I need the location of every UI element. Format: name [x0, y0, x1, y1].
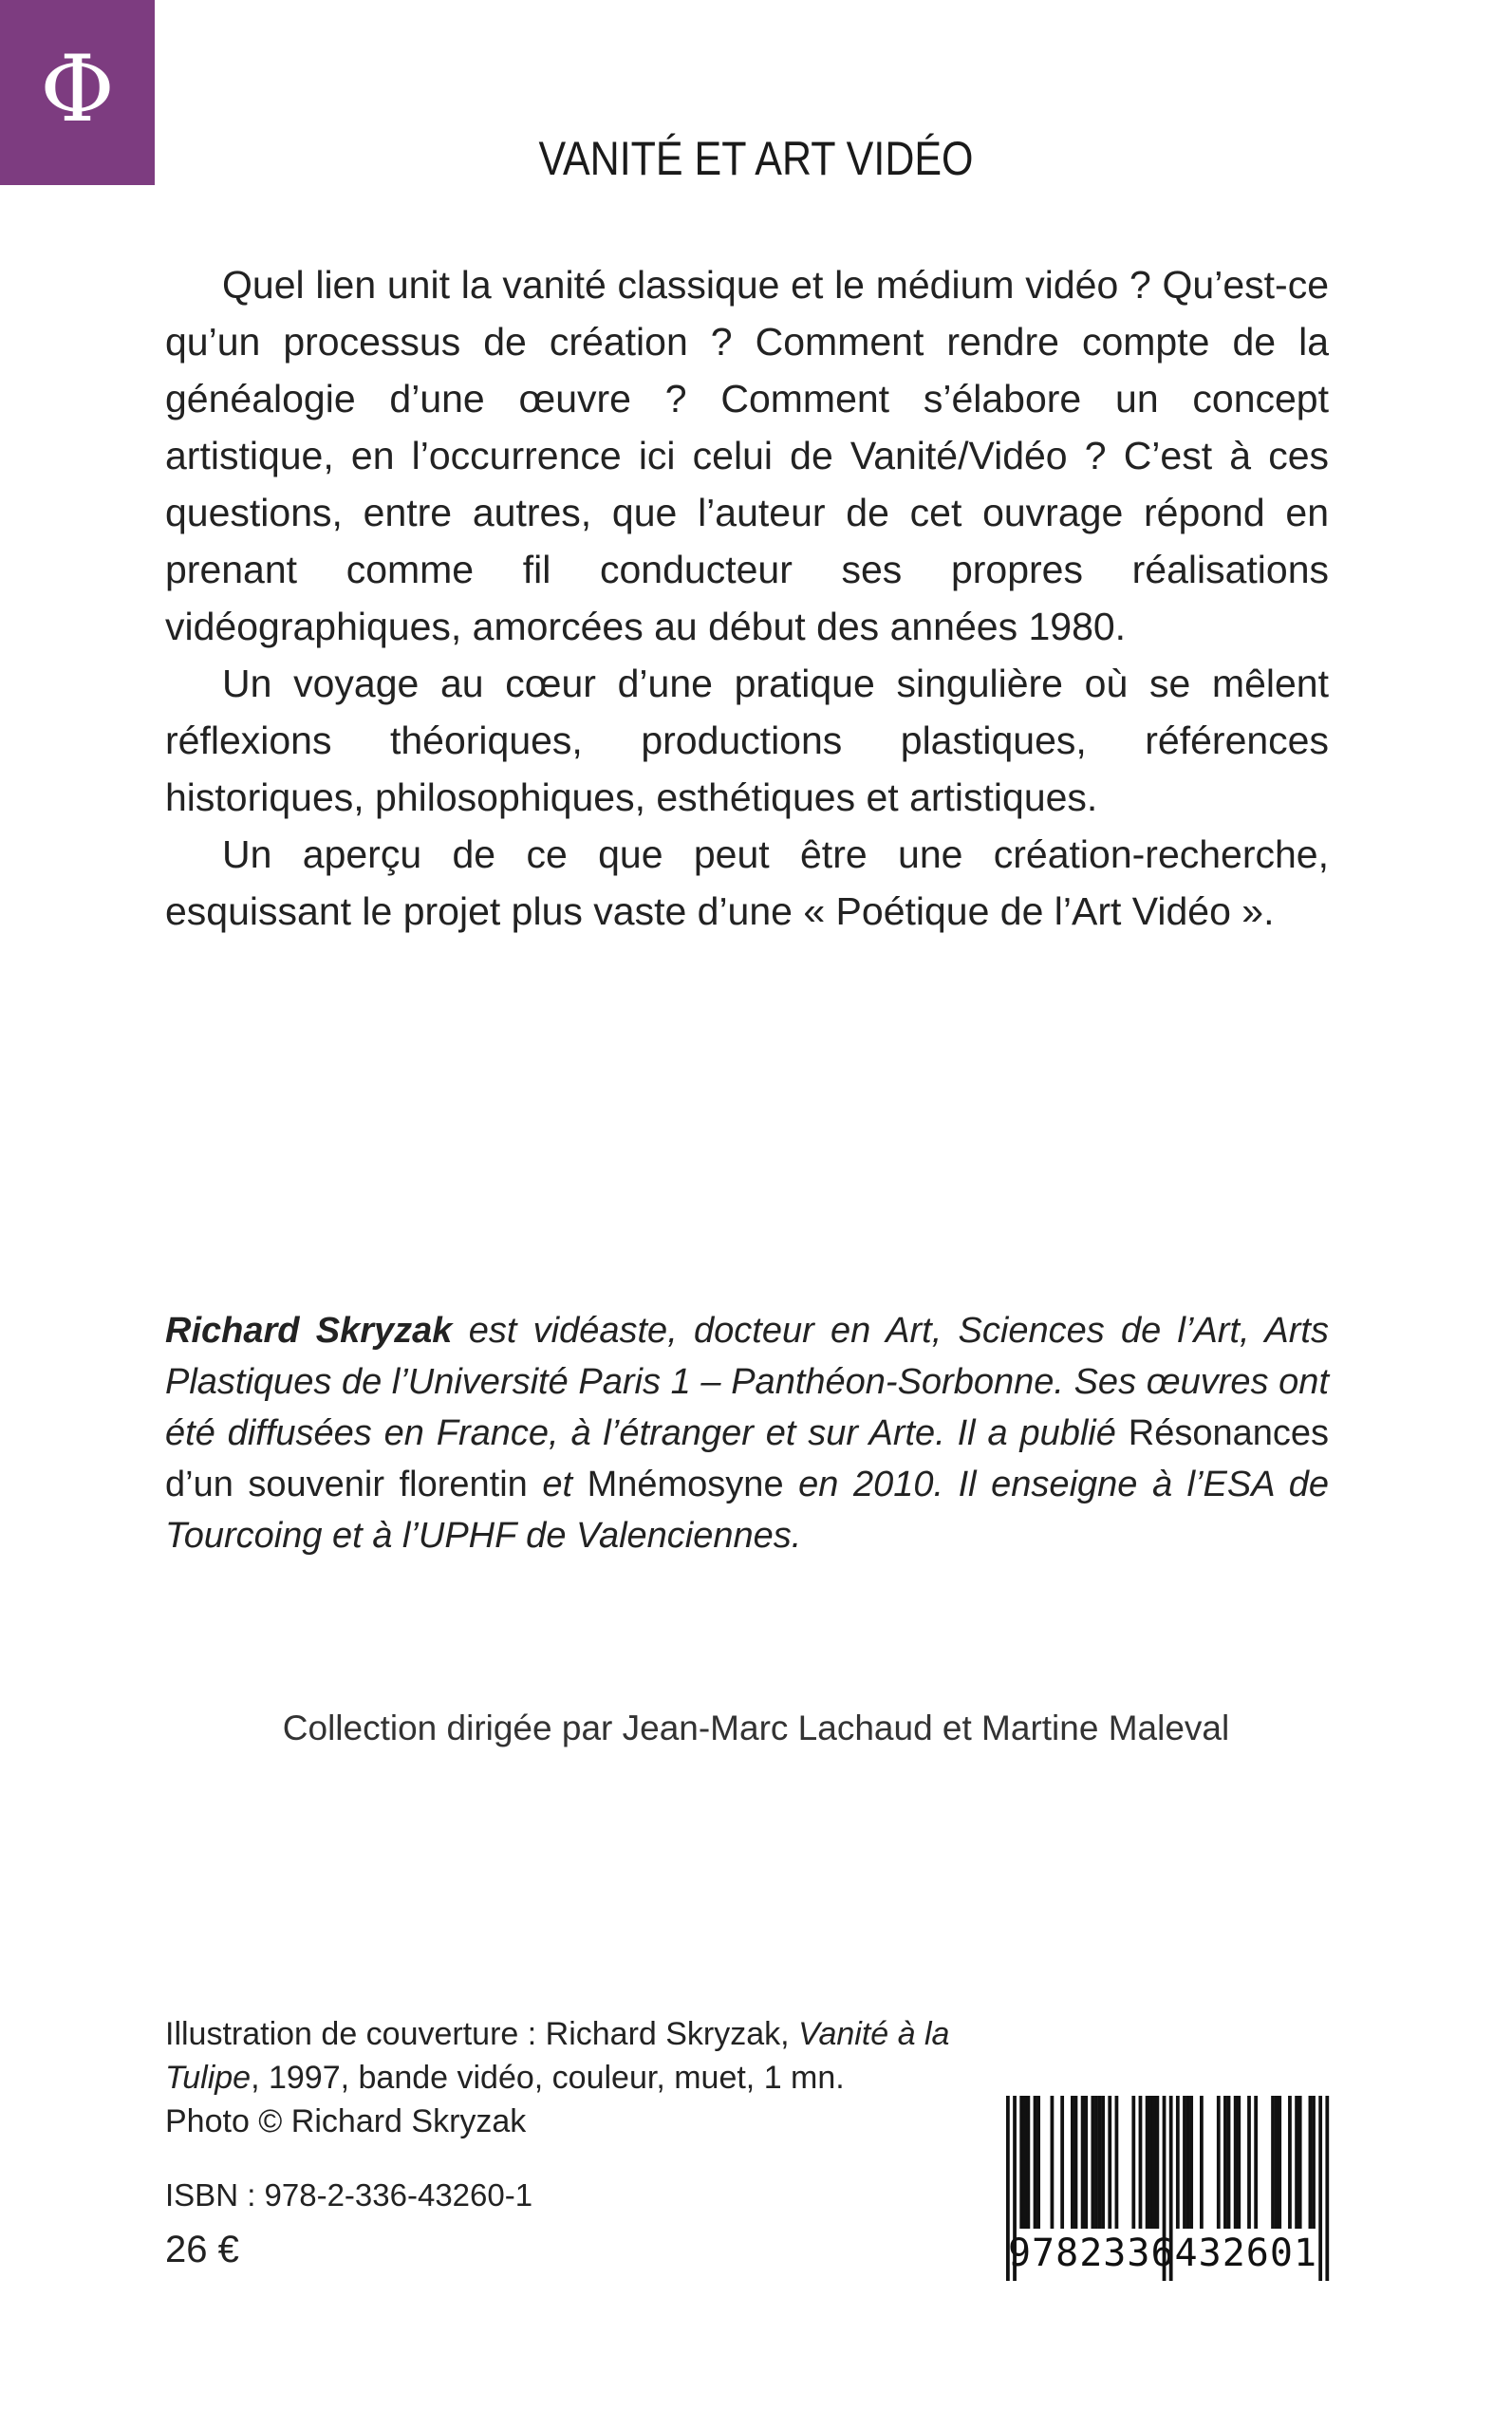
barcode-bar [1234, 2096, 1238, 2229]
barcode-bar [1176, 2096, 1180, 2229]
barcode-bar [1223, 2096, 1227, 2229]
bio-text: en 2010. Il enseigne à l’ESA de Tourcoing et à l’UPHF de Valenciennes. [165, 1465, 1329, 1556]
barcode-bar [1189, 2096, 1193, 2229]
summary [165, 256, 1329, 940]
barcode-bar [1060, 2096, 1064, 2229]
barcode-bar [1309, 2096, 1313, 2229]
author-name: Richard Skryzak [165, 1311, 453, 1351]
barcode-bar [1146, 2096, 1149, 2229]
barcode-bar [1148, 2096, 1152, 2229]
collection-credit: Collection dirigée par Jean-Marc Lachaud et Martine Maleval [282, 1709, 1230, 1747]
phi-icon: Φ [40, 35, 115, 142]
bio-text: est vidéaste, docteur en Art, Sciences de l’Art, Arts Plastiques de l’Université Paris 1 – Panthéon-Sorbonne. Ses œuvres ont été diffusées en France, à l’étranger et sur Arte. Il a publié [165, 1311, 1329, 1453]
barcode-bar [1247, 2096, 1251, 2229]
bio-work-title: Résonances d’un souvenir florentin [165, 1413, 1329, 1504]
barcode-bar [1023, 2096, 1027, 2229]
barcode-bar [1288, 2096, 1292, 2229]
price: 26 € [165, 2229, 239, 2270]
book-title: VANITÉ ET ART VIDÉO [538, 132, 974, 185]
barcode-bar [1227, 2096, 1231, 2229]
barcode-bar [1051, 2096, 1055, 2229]
barcode-bar [1200, 2096, 1204, 2229]
barcode-bar [1139, 2096, 1143, 2229]
barcode-bar [1084, 2096, 1088, 2229]
barcode-bar [1278, 2096, 1281, 2229]
barcode-bar [1295, 2096, 1298, 2229]
barcode-bar [1098, 2096, 1102, 2229]
author-bio [165, 1305, 1329, 1561]
barcode-bar [1298, 2096, 1302, 2229]
credit-details: , 1997, bande vidéo, couleur, muet, 1 mn. [251, 2060, 845, 2096]
barcode-bar [1108, 2096, 1111, 2229]
barcode-bar [1131, 2096, 1135, 2229]
barcode-bar [1115, 2096, 1119, 2229]
summary-paragraph: Un aperçu de ce que peut être une création-recherche, esquissant le projet plus vaste d’une « Poétique de l’Art Vidéo ». [165, 832, 1329, 933]
barcode-bar [1034, 2096, 1037, 2229]
barcode-bar [1091, 2096, 1094, 2229]
credit-work-title: Vanité à la Tulipe [165, 2016, 950, 2096]
barcode-bar [1186, 2096, 1190, 2229]
barcode-bar [1254, 2096, 1258, 2229]
barcode-bar [1026, 2096, 1030, 2229]
barcode-bar [1275, 2096, 1279, 2229]
barcode-bar [1312, 2096, 1316, 2229]
credit-prefix: Illustration de couverture : Richard Skryzak, [165, 2016, 799, 2052]
barcode-bar [1074, 2096, 1078, 2229]
barcode-bar [1081, 2096, 1085, 2229]
summary-paragraph: Un voyage au cœur d’une pratique singulière où se mêlent réflexions théoriques, productions plastiques, références historiques, philosophiques, esthétiques et artistiques. [165, 662, 1329, 819]
isbn: ISBN : 978-2-336-43260-1 [165, 2177, 533, 2213]
barcode-bar [1019, 2096, 1023, 2229]
cover-credits [165, 2012, 1000, 2143]
barcode-bar [1217, 2096, 1221, 2229]
barcode-bar [1071, 2096, 1074, 2229]
barcode-bar [1152, 2096, 1156, 2229]
bio-work-title: Mnémosyne [587, 1465, 784, 1504]
summary-paragraph: Quel lien unit la vanité classique et le médium vidéo ? Qu’est-ce qu’un processus de création ? Comment rendre compte de la généalogie d’une œuvre ? Comment s’élabore un concept artistique, en l’occurrence ici celui de Vanité/Vidéo ? C’est à ces questions, entre autres, que l’auteur de cet ouvrage répond en prenant comme fil conducteur ses propres réalisations vidéographiques, amorcées au début des années 1980. [165, 263, 1329, 648]
barcode-bar [1271, 2096, 1275, 2229]
photo-credit: Photo © Richard Skryzak [165, 2103, 527, 2139]
barcode-bar [1237, 2096, 1241, 2229]
barcode-digits: 9782336432601 [1007, 2232, 1318, 2275]
barcode-bar [1101, 2096, 1105, 2229]
barcode-bar [1155, 2096, 1159, 2229]
barcode-bar [1036, 2096, 1040, 2229]
barcode-bar [1183, 2096, 1186, 2229]
barcode-bar [1094, 2096, 1098, 2229]
bio-text: et [527, 1465, 588, 1504]
